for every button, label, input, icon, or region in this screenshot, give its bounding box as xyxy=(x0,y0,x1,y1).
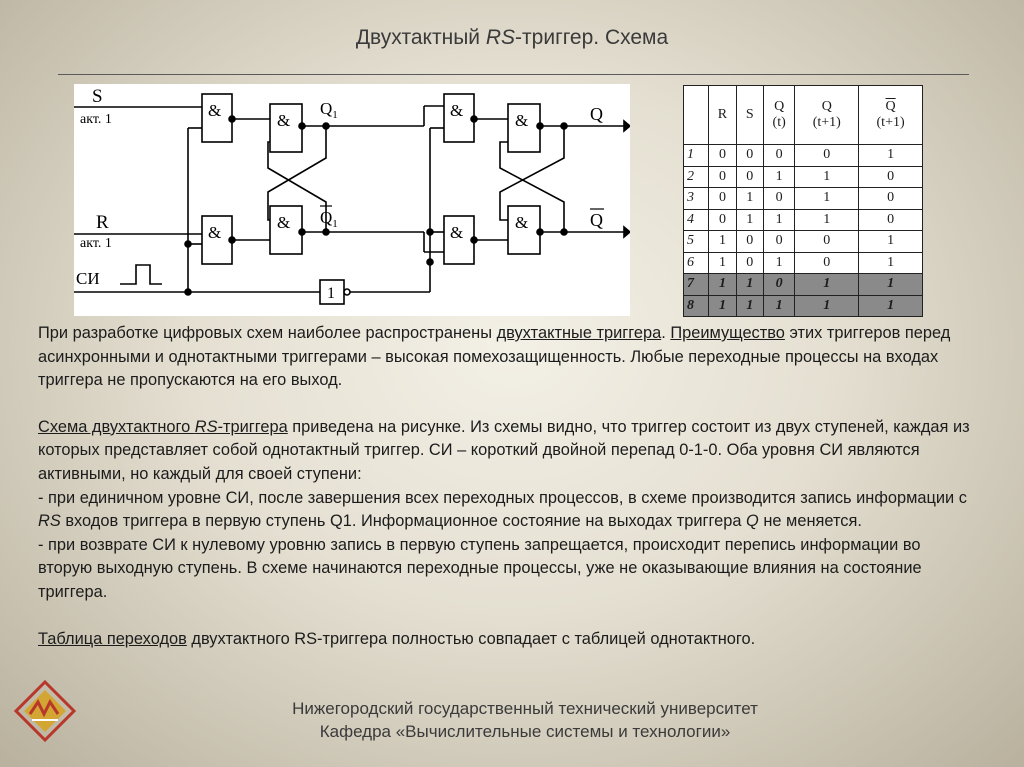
title-divider xyxy=(58,74,969,75)
input-r-label: R xyxy=(96,212,109,233)
link-transition-table[interactable]: Таблица переходов xyxy=(38,629,187,648)
not-q1-label: $Q_1$ xyxy=(320,208,338,230)
footer xyxy=(0,697,1024,743)
table-row: 4 0 1 1 1 0 xyxy=(684,209,923,231)
table-row: 3 0 1 0 1 0 xyxy=(684,188,923,210)
paragraph-low-level: - при возврате СИ к нулевому уровню запись в первую ступень запрещается, происходит перепись информации во вторую выходную ступень. В схеме начинаются переходные процессы, уже не оказывающие влияния на состояние триггера. xyxy=(38,535,922,601)
clock-pulse-icon xyxy=(120,265,162,284)
paragraph-high-level: - при единичном уровне СИ, после завершения всех переходных процессов, в схеме производится запись информации с RS входов триггера в первую ступень Q1. Информационное состояние на выходах триггера Q не меняется. xyxy=(38,488,967,531)
svg-text:&: & xyxy=(277,111,291,130)
input-r-active-label: акт. 1 xyxy=(80,236,112,251)
truth-table-header: R S Q (t) Q (t+1) $\overline{Q}$ (t+1) xyxy=(684,86,923,145)
input-s-label: S xyxy=(92,86,103,107)
input-s-active-label: акт. 1 xyxy=(80,112,112,127)
table-row: 6 1 0 1 0 1 xyxy=(684,252,923,274)
table-row-forbidden: 8 1 1 1 1 1 xyxy=(684,295,923,317)
svg-text:&: & xyxy=(450,101,464,120)
output-q-label: Q xyxy=(590,104,603,124)
svg-text:&: & xyxy=(208,101,222,120)
q1-label: $Q_1$ xyxy=(320,99,338,121)
clock-input-label: СИ xyxy=(76,269,100,288)
body-text xyxy=(38,322,978,651)
paragraph-scheme: Схема двухтактного RS-триггера приведена на рисунке. Из схемы видно, что триггер состоит из двух ступеней, каждая из которых представляет собой однотактный триггер. СИ – короткий двойной перепад 0-1-0. Оба уровня СИ являются активными, но каждый для своей ступени: xyxy=(38,417,970,483)
link-two-stage-triggers[interactable]: двухтактные триггера xyxy=(496,324,662,342)
svg-text:&: & xyxy=(450,223,464,242)
footer-university: Нижегородский государственный технический университет xyxy=(292,699,758,718)
truth-table xyxy=(683,85,923,317)
svg-text:1: 1 xyxy=(327,285,335,302)
table-row-forbidden: 7 1 1 0 1 1 xyxy=(684,274,923,296)
link-advantage[interactable]: Преимущество xyxy=(670,324,785,342)
circuit-diagram xyxy=(74,84,630,316)
paragraph-intro: При разработке цифровых схем наиболее распространены двухтактные триггера. Преимущество этих триггеров перед асинхронными и однотактными триггерами – высокая помехозащищенность. Любые переходные процессы на входах триггера не пропускаются на его выход. xyxy=(38,324,951,390)
svg-text:&: & xyxy=(515,213,529,232)
link-rs-scheme[interactable]: Схема двухтактного RS-триггера xyxy=(38,417,288,436)
table-row: 2 0 0 1 1 0 xyxy=(684,166,923,188)
svg-text:&: & xyxy=(208,223,222,242)
table-row: 5 1 0 0 0 1 xyxy=(684,231,923,253)
output-not-q-label: Q xyxy=(590,210,603,230)
paragraph-transition-table: Таблица переходов двухтактного RS-триггера полностью совпадает с таблицей однотактного. xyxy=(38,629,756,648)
table-row: 1 0 0 0 0 1 xyxy=(684,145,923,167)
svg-text:&: & xyxy=(515,111,529,130)
footer-department: Кафедра «Вычислительные системы и технологии» xyxy=(319,722,731,741)
svg-text:&: & xyxy=(277,213,291,232)
slide-title: Двухтактный RS-триггер. Схема xyxy=(355,26,669,49)
